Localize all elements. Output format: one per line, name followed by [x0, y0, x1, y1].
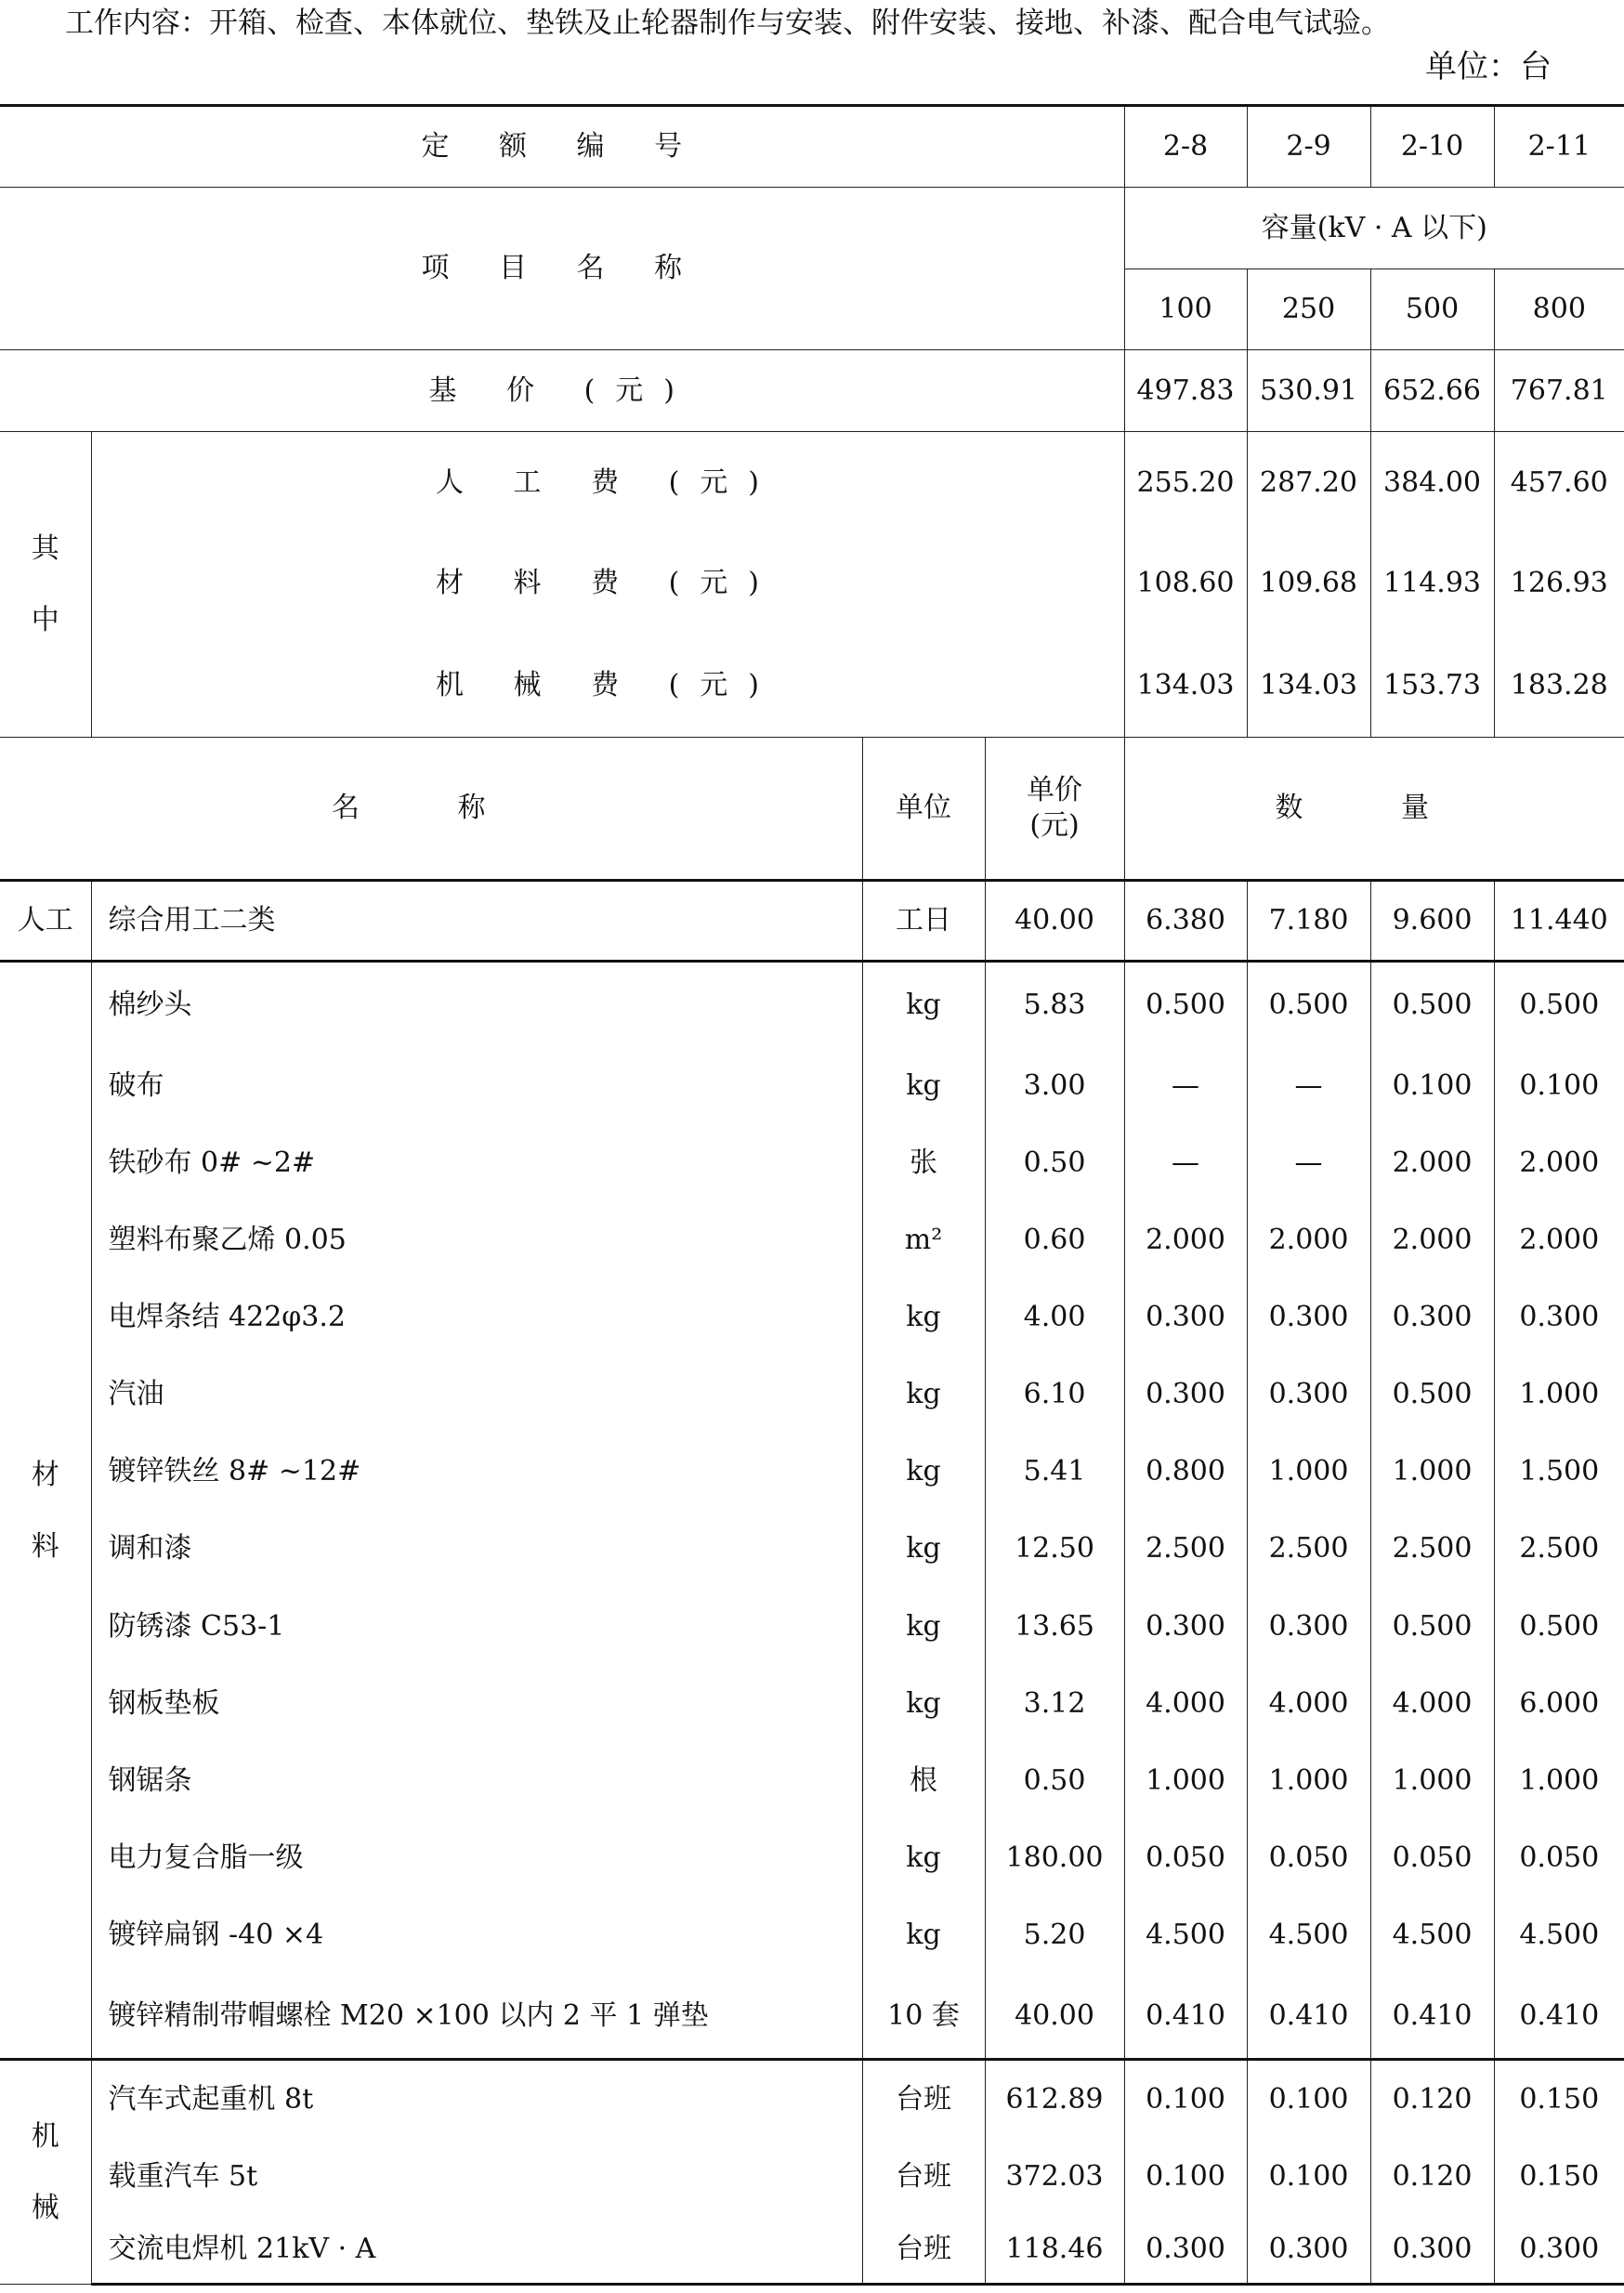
resource-name: 镀锌精制带帽螺栓 M20 ×100 以内 2 平 1 弹垫 — [91, 1973, 862, 2059]
resource-quantity: 0.410 — [1247, 1973, 1370, 2059]
resource-unit: kg — [862, 1356, 985, 1433]
resource-quantity: 0.100 — [1124, 2138, 1247, 2215]
resource-quantity: 1.000 — [1494, 1356, 1624, 1433]
resource-quantity: — — [1124, 1124, 1247, 1201]
quota-no: 2-8 — [1124, 106, 1247, 188]
resource-quantity: 0.300 — [1494, 1278, 1624, 1356]
resource-quantity: 0.500 — [1370, 1356, 1494, 1433]
labor-fee-value: 457.60 — [1494, 432, 1624, 534]
resource-name: 破布 — [91, 1047, 862, 1124]
base-price-value: 767.81 — [1494, 349, 1624, 431]
material-row — [0, 962, 1624, 1047]
resource-quantity: 11.440 — [1494, 880, 1624, 961]
resource-quantity: 1.000 — [1370, 1742, 1494, 1819]
material-row — [0, 1896, 1624, 1973]
resource-name: 铁砂布 0# ~2# — [91, 1124, 862, 1201]
resource-quantity: 4.000 — [1370, 1665, 1494, 1742]
resource-quantity: 4.500 — [1370, 1896, 1494, 1973]
labor-fee-value: 384.00 — [1370, 432, 1494, 534]
resource-price: 180.00 — [985, 1819, 1124, 1896]
resource-quantity: 0.800 — [1124, 1434, 1247, 1511]
material-group-label — [0, 962, 91, 2060]
among-label-2: 中 — [31, 603, 59, 636]
resource-quantity: 0.500 — [1370, 962, 1494, 1047]
machine-row — [0, 2215, 1624, 2284]
resource-quantity: 9.600 — [1370, 880, 1494, 961]
capacity-value: 250 — [1247, 269, 1370, 349]
quota-number-row — [0, 106, 1624, 188]
resource-quantity: 0.100 — [1124, 2060, 1247, 2138]
resource-name: 载重汽车 5t — [91, 2138, 862, 2215]
resource-quantity: 4.500 — [1247, 1896, 1370, 1973]
resource-quantity: 6.000 — [1494, 1665, 1624, 1742]
resource-price: 40.00 — [985, 1973, 1124, 2059]
resource-price: 5.20 — [985, 1896, 1124, 1973]
labor-fee-value: 287.20 — [1247, 432, 1370, 534]
machine-row — [0, 2060, 1624, 2138]
machine-fee-value: 153.73 — [1370, 634, 1494, 737]
resource-price: 40.00 — [985, 880, 1124, 961]
labor-fee-value: 255.20 — [1124, 432, 1247, 534]
base-price-row — [0, 349, 1624, 431]
resource-quantity: 1.000 — [1124, 1742, 1247, 1819]
col-unit-header: 单位 — [862, 737, 985, 880]
resource-price: 12.50 — [985, 1511, 1124, 1588]
resource-quantity: 0.410 — [1494, 1973, 1624, 2059]
material-fee-value: 114.93 — [1370, 533, 1494, 634]
machine-fee-label: 机 械 费 (元) — [91, 634, 1124, 737]
resource-price: 118.46 — [985, 2215, 1124, 2284]
capacity-value: 100 — [1124, 269, 1247, 349]
resource-name: 汽车式起重机 8t — [91, 2060, 862, 2138]
col-price-line-2: (元) — [1029, 808, 1080, 842]
material-row — [0, 1124, 1624, 1201]
resource-quantity: 2.000 — [1247, 1201, 1370, 1278]
resource-quantity: 4.500 — [1124, 1896, 1247, 1973]
capacity-value: 800 — [1494, 269, 1624, 349]
machine-group-label — [0, 2060, 91, 2285]
resource-quantity: 1.000 — [1247, 1742, 1370, 1819]
resource-name: 电焊条结 422φ3.2 — [91, 1278, 862, 1356]
resource-quantity: 0.120 — [1370, 2138, 1494, 2215]
material-row — [0, 1665, 1624, 1742]
col-name-header: 名 称 — [0, 737, 862, 880]
resource-quantity: 2.000 — [1494, 1124, 1624, 1201]
resource-price: 0.50 — [985, 1124, 1124, 1201]
resource-quantity: 0.050 — [1247, 1819, 1370, 1896]
resource-name: 棉纱头 — [91, 962, 862, 1047]
machine-fee-value: 134.03 — [1247, 634, 1370, 737]
resource-quantity: — — [1247, 1047, 1370, 1124]
resource-quantity: 0.120 — [1370, 2060, 1494, 2138]
base-price-value: 497.83 — [1124, 349, 1247, 431]
resource-unit: kg — [862, 1278, 985, 1356]
resource-price: 6.10 — [985, 1356, 1124, 1433]
resource-unit: 台班 — [862, 2215, 985, 2284]
labor-fee-row — [0, 432, 1624, 534]
item-name-row — [0, 188, 1624, 269]
among-group-label — [0, 432, 91, 738]
resource-quantity: 0.100 — [1247, 2138, 1370, 2215]
material-row — [0, 1434, 1624, 1511]
material-fee-value: 108.60 — [1124, 533, 1247, 634]
resource-quantity: 0.150 — [1494, 2138, 1624, 2215]
material-fee-row — [0, 533, 1624, 634]
material-group-label-2: 料 — [31, 1529, 59, 1563]
resource-quantity: 2.000 — [1370, 1201, 1494, 1278]
resource-quantity: 2.000 — [1370, 1124, 1494, 1201]
base-price-value: 530.91 — [1247, 349, 1370, 431]
resource-quantity: 0.100 — [1494, 1047, 1624, 1124]
resource-name: 综合用工二类 — [91, 880, 862, 961]
resource-quantity: 1.000 — [1247, 1434, 1370, 1511]
resource-price: 0.60 — [985, 1201, 1124, 1278]
resource-quantity: 1.500 — [1494, 1434, 1624, 1511]
resource-name: 防锈漆 C53-1 — [91, 1588, 862, 1665]
resource-price: 5.83 — [985, 962, 1124, 1047]
capacity-value: 500 — [1370, 269, 1494, 349]
resource-quantity: 0.300 — [1124, 2215, 1247, 2284]
resource-quantity: 0.410 — [1370, 1973, 1494, 2059]
resource-unit: 台班 — [862, 2060, 985, 2138]
resource-name: 镀锌铁丝 8# ~12# — [91, 1434, 862, 1511]
resource-quantity: 0.300 — [1247, 1356, 1370, 1433]
resource-quantity: 2.500 — [1124, 1511, 1247, 1588]
machine-group-label-2: 械 — [31, 2192, 59, 2225]
resource-quantity: 0.500 — [1494, 962, 1624, 1047]
resource-quantity: 0.500 — [1494, 1588, 1624, 1665]
resource-name: 交流电焊机 21kV · A — [91, 2215, 862, 2284]
resource-unit: 根 — [862, 1742, 985, 1819]
resource-price: 0.50 — [985, 1742, 1124, 1819]
resource-unit: kg — [862, 962, 985, 1047]
resource-unit: m² — [862, 1201, 985, 1278]
resource-name: 调和漆 — [91, 1511, 862, 1588]
resource-unit: 10 套 — [862, 1973, 985, 2059]
resource-quantity: 0.050 — [1370, 1819, 1494, 1896]
resource-price: 3.00 — [985, 1047, 1124, 1124]
quota-no: 2-11 — [1494, 106, 1624, 188]
resource-unit: kg — [862, 1511, 985, 1588]
material-row — [0, 1356, 1624, 1433]
unit-label: 单位：台 — [1425, 48, 1552, 85]
resource-name: 塑料布聚乙烯 0.05 — [91, 1201, 862, 1278]
resource-price: 13.65 — [985, 1588, 1124, 1665]
quota-table — [0, 104, 1624, 2286]
resource-unit: 台班 — [862, 2138, 985, 2215]
labor-group-label: 人工 — [0, 880, 91, 961]
resource-quantity: 1.000 — [1494, 1742, 1624, 1819]
resource-unit: 张 — [862, 1124, 985, 1201]
resource-quantity: 2.500 — [1494, 1511, 1624, 1588]
item-name-label: 项 目 名 称 — [0, 188, 1124, 349]
machine-fee-row — [0, 634, 1624, 737]
machine-fee-value: 134.03 — [1124, 634, 1247, 737]
resource-unit: kg — [862, 1819, 985, 1896]
resource-quantity: 0.500 — [1370, 1588, 1494, 1665]
base-price-label: 基 价 (元) — [0, 349, 1124, 431]
material-row — [0, 1742, 1624, 1819]
base-price-value: 652.66 — [1370, 349, 1494, 431]
machine-group-label-1: 机 — [31, 2120, 59, 2154]
column-header-row — [0, 737, 1624, 880]
machine-row — [0, 2138, 1624, 2215]
resource-quantity: 4.000 — [1247, 1665, 1370, 1742]
resource-name: 钢锯条 — [91, 1742, 862, 1819]
material-fee-label: 材 料 费 (元) — [91, 533, 1124, 634]
col-price-line-1: 单价 — [1027, 774, 1083, 807]
among-label-1: 其 — [31, 531, 59, 565]
material-row — [0, 1588, 1624, 1665]
material-group-label-1: 材 — [31, 1458, 59, 1491]
resource-quantity: 1.000 — [1370, 1434, 1494, 1511]
material-row — [0, 1511, 1624, 1588]
resource-quantity: 2.500 — [1247, 1511, 1370, 1588]
resource-quantity: 4.500 — [1494, 1896, 1624, 1973]
resource-name: 镀锌扁钢 -40 ×4 — [91, 1896, 862, 1973]
material-row — [0, 1278, 1624, 1356]
quota-no: 2-9 — [1247, 106, 1370, 188]
resource-quantity: 2.500 — [1370, 1511, 1494, 1588]
resource-quantity: 0.410 — [1124, 1973, 1247, 2059]
resource-quantity: 0.300 — [1370, 2215, 1494, 2284]
resource-name: 汽油 — [91, 1356, 862, 1433]
resource-unit: kg — [862, 1588, 985, 1665]
work-content-text: 工作内容：开箱、检查、本体就位、垫铁及止轮器制作与安装、附件安装、接地、补漆、配合电气试验。 — [65, 7, 1390, 40]
resource-name: 钢板垫板 — [91, 1665, 862, 1742]
resource-quantity: 6.380 — [1124, 880, 1247, 961]
resource-quantity: 0.500 — [1247, 962, 1370, 1047]
resource-price: 612.89 — [985, 2060, 1124, 2138]
resource-quantity: 0.100 — [1370, 1047, 1494, 1124]
resource-quantity: 0.300 — [1124, 1588, 1247, 1665]
resource-unit: 工日 — [862, 880, 985, 961]
material-fee-value: 126.93 — [1494, 533, 1624, 634]
resource-price: 4.00 — [985, 1278, 1124, 1356]
resource-quantity: 0.300 — [1494, 2215, 1624, 2284]
resource-quantity: 2.000 — [1494, 1201, 1624, 1278]
resource-quantity: 4.000 — [1124, 1665, 1247, 1742]
resource-unit: kg — [862, 1896, 985, 1973]
resource-unit: kg — [862, 1665, 985, 1742]
machine-fee-value: 183.28 — [1494, 634, 1624, 737]
resource-quantity: 7.180 — [1247, 880, 1370, 961]
resource-unit: kg — [862, 1434, 985, 1511]
labor-fee-label: 人 工 费 (元) — [91, 432, 1124, 534]
resource-quantity: 0.300 — [1247, 2215, 1370, 2284]
resource-quantity: 0.050 — [1124, 1819, 1247, 1896]
quota-no-label: 定 额 编 号 — [0, 106, 1124, 188]
resource-quantity: 0.300 — [1247, 1588, 1370, 1665]
resource-quantity: 0.300 — [1370, 1278, 1494, 1356]
resource-quantity: 0.500 — [1124, 962, 1247, 1047]
material-fee-value: 109.68 — [1247, 533, 1370, 634]
resource-price: 3.12 — [985, 1665, 1124, 1742]
capacity-label: 容量(kV · A 以下) — [1124, 188, 1624, 269]
resource-quantity: 0.300 — [1124, 1356, 1247, 1433]
material-row — [0, 1973, 1624, 2059]
labor-row — [0, 880, 1624, 961]
resource-quantity: — — [1247, 1124, 1370, 1201]
material-row — [0, 1201, 1624, 1278]
resource-unit: kg — [862, 1047, 985, 1124]
resource-quantity: 0.100 — [1247, 2060, 1370, 2138]
material-row — [0, 1819, 1624, 1896]
resource-price: 372.03 — [985, 2138, 1124, 2215]
quota-no: 2-10 — [1370, 106, 1494, 188]
col-price-header — [985, 737, 1124, 880]
resource-quantity: 0.300 — [1247, 1278, 1370, 1356]
resource-quantity: — — [1124, 1047, 1247, 1124]
resource-name: 电力复合脂一级 — [91, 1819, 862, 1896]
resource-quantity: 2.000 — [1124, 1201, 1247, 1278]
resource-quantity: 0.050 — [1494, 1819, 1624, 1896]
resource-quantity: 0.300 — [1124, 1278, 1247, 1356]
resource-price: 5.41 — [985, 1434, 1124, 1511]
material-row — [0, 1047, 1624, 1124]
resource-quantity: 0.150 — [1494, 2060, 1624, 2138]
col-quantity-header: 数 量 — [1124, 737, 1624, 880]
